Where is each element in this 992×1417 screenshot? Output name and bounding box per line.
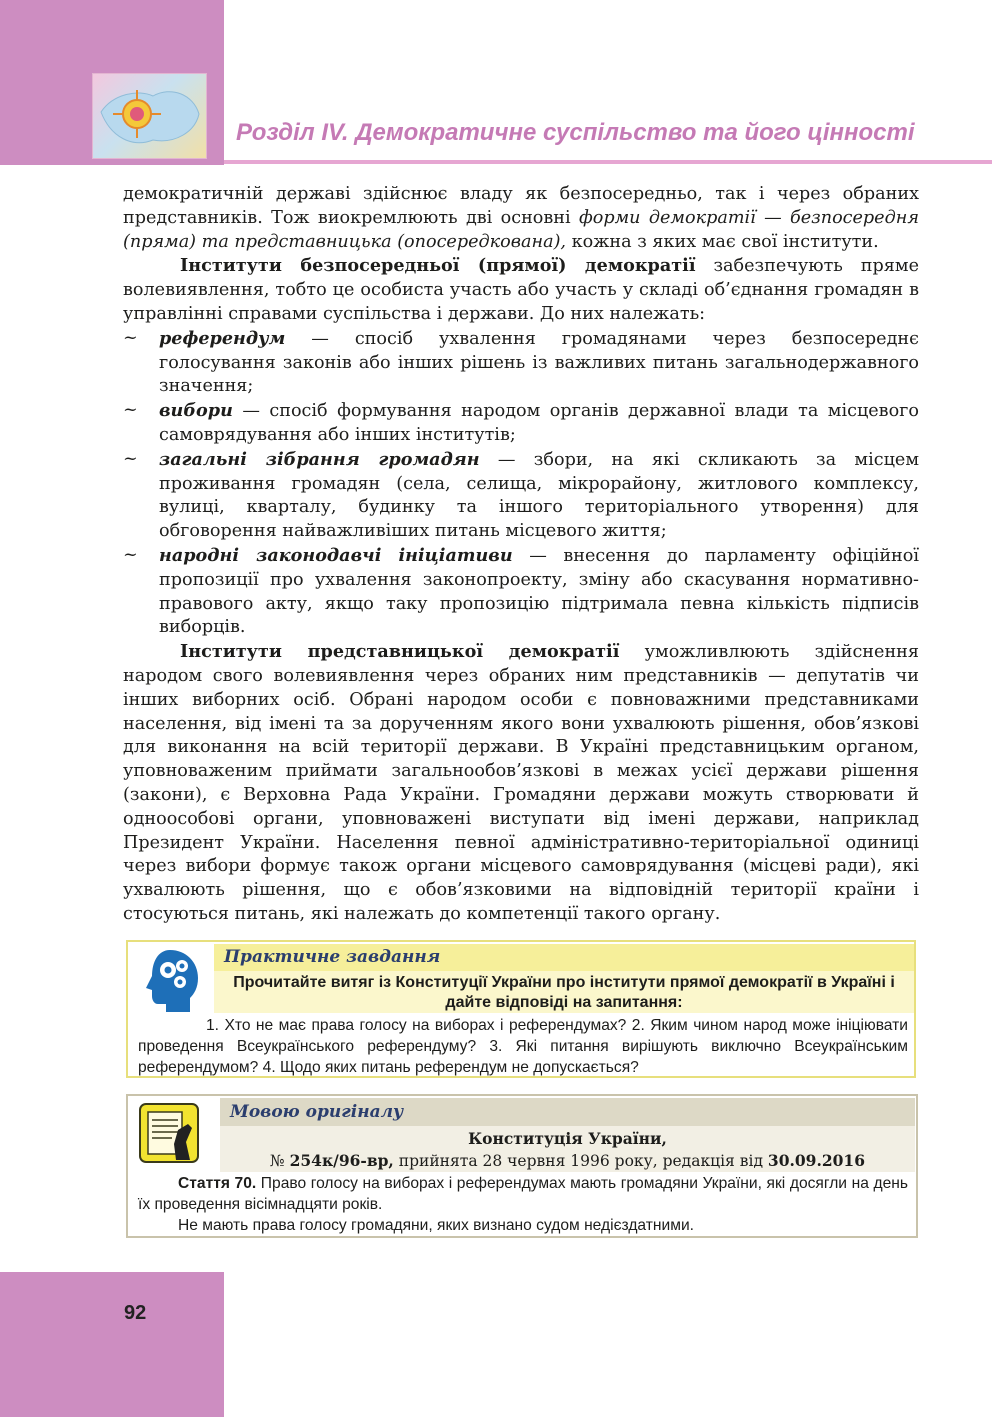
document-hand-icon: [138, 1102, 200, 1164]
head-gears-icon: [140, 946, 202, 1016]
tilde-bullet-icon: ~: [123, 544, 138, 565]
task-questions: 1. Хто не має права голосу на виборах і референдумах? 2. Яким чином народ може ініціювати проведення Всеукраїнського референдуму? 3. Які питання вирішують виключно Всеукраїнським референдумом? 4. Щодо яких питань референдум не допускається?: [138, 1017, 908, 1076]
task-instruction: Прочитайте витяг із Конституції України про інститути прямої демократії в Україні і дайте відповіді на запитання:: [214, 971, 914, 1013]
italic-phrase: форми демократії — безпосередня (пряма) та представницька (опосередкована),: [123, 207, 919, 252]
document-date: 30.09.2016: [767, 1151, 865, 1170]
article-text: [138, 1173, 908, 1236]
list-item: ~ загальні зібрання громадян — збори, на які скликають за місцем проживання громадян (села, селища, мікрорайону, житлового комплексу, вулиці, кварталу, будинку та іншого територіального утворення) для обговорення найважливіших питань місцевого життя;: [123, 448, 919, 542]
article-label: Стаття 70.: [178, 1175, 257, 1192]
direct-democracy-list: [123, 327, 919, 640]
bold-term: Інститути представницької демократії: [180, 641, 620, 663]
header-divider: [224, 160, 992, 164]
list-item: ~ народні законодавчі ініціативи — внесення до парламенту офіційної пропозиції про ухвалення законопроекту, зміну або скасування нормативно-правового акту, якщо таку пропозицію підтримала певна кількість підписів виборців.: [123, 544, 919, 638]
original-source-box: [126, 1094, 918, 1238]
tilde-bullet-icon: ~: [123, 448, 138, 469]
list-item: ~ референдум — спосіб ухвалення громадянами через безпосереднє голосування законів або інших рішень із важливих питань загальнодержавного значення;: [123, 327, 919, 397]
tilde-bullet-icon: ~: [123, 327, 138, 348]
document-reference: [220, 1126, 915, 1172]
paragraph: Інститути представницької демократії уможливлюють здійснення народом свого волевиявлення через обраних ним представників — депутатів чи інших виборних осіб. Обрані народом особи є повноважними представниками населення, від імені та за дорученням якого вони ухвалюють рішення, обов’язкові для виконання на всій території держави. В Україні представницьким органом, уповноваженим приймати загальнообов’язкові в межах усієї держави рішення (закони), є Верховна Рада України. Громадяни держави можуть створювати й одноособові органи, уповноважені виступати від імені держави, наприклад Президент України. Населення певної адміністративно-територіальної одиниці через вибори формує також органи місцевого самоврядування (місцеві ради), які ухвалюють рішення, що є обов’язковими на відповідній території країни і стосуються питань, які належать до компетенції такого органу.: [123, 641, 919, 924]
document-details: № 254к/96-вр, прийнята 28 червня 1996 року, редакція від 30.09.2016: [270, 1151, 865, 1170]
document-title: Конституція України,: [468, 1129, 667, 1148]
chapter-title: Розділ IV. Демократичне суспільство та його цінності: [236, 119, 915, 146]
bold-term: Інститути безпосередньої (прямої) демократії: [180, 255, 696, 277]
article-paragraph: Стаття 70. Право голосу на виборах і референдумах мають громадяни України, які досягли на день їх проведення вісімнадцяти років.: [138, 1175, 908, 1213]
paragraph: Інститути безпосередньої (прямої) демократії забезпечують пряме волевиявлення, тобто це особиста участь або участь у складі об’єднання громадян в управлінні справами суспільства і держави. До них належать:: [123, 255, 919, 324]
paragraph: демократичній державі здійснює владу як безпосередньо, так і через обраних представників. Тож виокремлюють дві основні форми демократії — безпосередня (пряма) та представницька (опосередкована), кожна з яких має свої інститути.: [123, 184, 919, 252]
footer-decoration: [0, 1272, 224, 1417]
tilde-bullet-icon: ~: [123, 400, 138, 421]
task-heading: Практичне завдання: [214, 944, 914, 971]
chapter-logo-icon: [92, 73, 207, 159]
article-paragraph: Не мають права голосу громадяни, яких визнано судом недієздатними.: [178, 1217, 694, 1234]
original-heading: Мовою оригіналу: [220, 1098, 915, 1126]
practical-task-box: [126, 940, 916, 1078]
list-item: ~ вибори — спосіб формування народом органів державної влади та місцевого самоврядування або інших інститутів;: [123, 400, 919, 445]
main-text: [123, 183, 919, 927]
document-number: 254к/96-вр,: [289, 1151, 394, 1170]
page-number: 92: [124, 1302, 147, 1324]
